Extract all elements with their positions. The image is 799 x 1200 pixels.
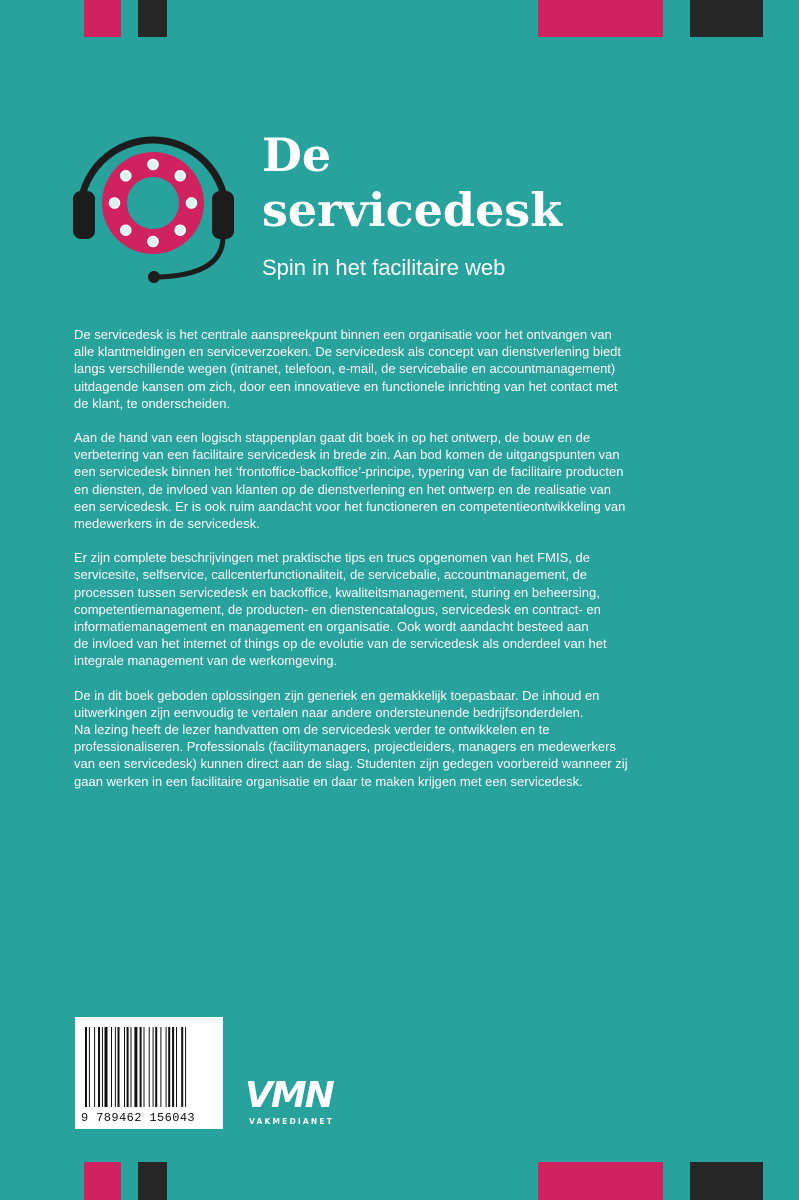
barcode-stripe xyxy=(181,1027,183,1107)
title-line-1: De xyxy=(262,128,332,182)
blurb-line: uitwerkingen zijn eenvoudig te vertalen naar andere ondersteunende bedrijfsonderdelen. xyxy=(74,704,584,720)
barcode-stripe xyxy=(85,1027,87,1107)
barcode-stripe xyxy=(94,1027,95,1107)
barcode-box xyxy=(75,1017,223,1129)
blurb-line: De servicedesk is het centrale aanspreekpunt binnen een organisatie voor het ontvangen van xyxy=(74,327,612,342)
isbn-number: 9 789462 156043 xyxy=(81,1111,196,1125)
barcode-stripe xyxy=(111,1027,112,1107)
blurb-line: de invloed van het internet of things op de evolutie van de servicedesk als onderdeel van het xyxy=(74,636,607,652)
logo-ring-dot xyxy=(175,171,185,181)
barcode-stripe xyxy=(140,1027,142,1107)
blurb-line: een servicedesk binnen het ‘frontoffice-backoffice’-principe, typering van de facilitaire producten xyxy=(74,464,624,480)
logo-ring-dot xyxy=(110,198,120,208)
barcode-stripe xyxy=(166,1027,167,1107)
barcode-stripe xyxy=(155,1027,157,1107)
barcode-stripe xyxy=(102,1027,103,1107)
bottom-dark-bar-right xyxy=(690,1162,763,1200)
barcode-stripe xyxy=(149,1027,150,1107)
logo-ring-dot xyxy=(121,225,131,235)
blurb-paragraph xyxy=(74,326,734,412)
blurb-line: medewerkers in de servicedesk. xyxy=(74,516,260,532)
blurb-line: Na lezing heeft de lezer handvatten om de servicedesk verder te ontwikkelen en te xyxy=(74,722,550,738)
blurb-line: processen tussen servicedesk en backoffice, kwaliteitsmanagement, sturing en beheersing, xyxy=(74,584,600,600)
barcode-stripe xyxy=(160,1027,161,1107)
blurb-line: informatiemanagement en management en organisatie. Ook wordt aandacht besteed aan xyxy=(74,619,589,635)
blurb-line: gaan werken in een facilitaire organisatie en daar te maken krijgen met een servicedesk. xyxy=(74,773,583,789)
blurb-text xyxy=(74,326,734,807)
title-line-2: servicedesk xyxy=(262,183,563,237)
top-dark-bar-right xyxy=(690,0,763,37)
book-title xyxy=(262,128,562,238)
blurb-paragraph xyxy=(74,549,734,669)
blurb-paragraph xyxy=(74,687,734,790)
blurb-line: een servicedesk. Er is ook ruim aandacht voor het functioneren en competentieontwikkeling van xyxy=(74,498,626,514)
blurb-line: de klant, te onderscheiden. xyxy=(74,395,231,411)
logo-ring-dot xyxy=(148,237,158,247)
logo-ring-dot xyxy=(187,198,197,208)
blurb-line: Aan de hand van een logisch stappenplan gaat dit boek in op het ontwerp, de bouw en de xyxy=(74,430,591,446)
top-dark-bar-left xyxy=(138,0,167,37)
blurb-line: en diensten, de invloed van klanten op de dienstverlening en het ontwerp en de realisatie van xyxy=(74,481,611,497)
barcode-stripe xyxy=(131,1027,132,1107)
bottom-dark-bar-left xyxy=(138,1162,167,1200)
barcode-stripe xyxy=(176,1027,177,1107)
blurb-line: uitdagende kansen om zich, door een innovatieve en functionele inrichting van het contact met xyxy=(74,378,618,394)
barcode-stripe xyxy=(134,1027,137,1107)
blurb-line: integrale management van de werkomgeving. xyxy=(74,653,338,669)
book-subtitle: Spin in het facilitaire web xyxy=(262,255,506,280)
blurb-line: Er zijn complete beschrijvingen met praktische tips en trucs opgenomen van het FMIS, de xyxy=(74,550,590,566)
barcode-stripe xyxy=(185,1027,186,1107)
blurb-line: van een servicedesk) kunnen direct aan de slag. Studenten zijn gedegen voorbereid wanneer zij xyxy=(74,756,628,772)
barcode-stripe xyxy=(144,1027,145,1107)
barcode-stripe xyxy=(172,1027,174,1107)
headset-icon xyxy=(68,125,240,287)
barcode-stripe xyxy=(115,1027,116,1107)
logo-ring-dot xyxy=(148,160,158,170)
barcode-stripe xyxy=(98,1027,100,1107)
logo-ring-dot xyxy=(121,171,131,181)
blurb-line: langs verschillende wegen (intranet, telefoon, e-mail, de servicebalie en accountmanagement) xyxy=(74,361,616,377)
barcode-stripe xyxy=(105,1027,108,1107)
barcode-stripe xyxy=(118,1027,120,1107)
barcode-stripe xyxy=(127,1027,129,1107)
barcode-stripe xyxy=(153,1027,154,1107)
publisher-logo xyxy=(245,1075,350,1126)
bottom-pink-bar-left xyxy=(84,1162,121,1200)
logo-ring-dot xyxy=(175,225,185,235)
bottom-pink-bar-right xyxy=(538,1162,663,1200)
publisher-logo-mark: VMN xyxy=(245,1075,333,1116)
blurb-line: professionaliseren. Professionals (facilitymanagers, projectleiders, managers en medewerkers xyxy=(74,739,616,755)
blurb-line: verbetering van een facilitaire servicedesk in brede zin. Aan bod komen de uitgangspunten van xyxy=(74,447,620,463)
blurb-line: servicesite, selfservice, callcenterfunctionaliteit, de servicebalie, accountmanagement, de xyxy=(74,567,588,583)
publisher-name: VAKMEDIANET xyxy=(249,1117,335,1126)
barcode-stripe xyxy=(89,1027,90,1107)
barcode-stripe xyxy=(124,1027,125,1107)
blurb-paragraph xyxy=(74,429,734,532)
barcode-stripe xyxy=(168,1027,170,1107)
barcode-icon xyxy=(85,1027,213,1107)
blurb-line: competentiemanagement, de producten- en dienstencatalogus, servicedesk en contract- en xyxy=(74,601,601,617)
blurb-line: alle klantmeldingen en serviceverzoeken. De servicedesk als concept van dienstverlening biedt xyxy=(74,344,622,360)
top-pink-bar-right xyxy=(538,0,663,37)
blurb-line: De in dit boek geboden oplossingen zijn generiek en gemakkelijk toepasbaar. De inhoud en xyxy=(74,687,600,703)
top-pink-bar-left xyxy=(84,0,121,37)
